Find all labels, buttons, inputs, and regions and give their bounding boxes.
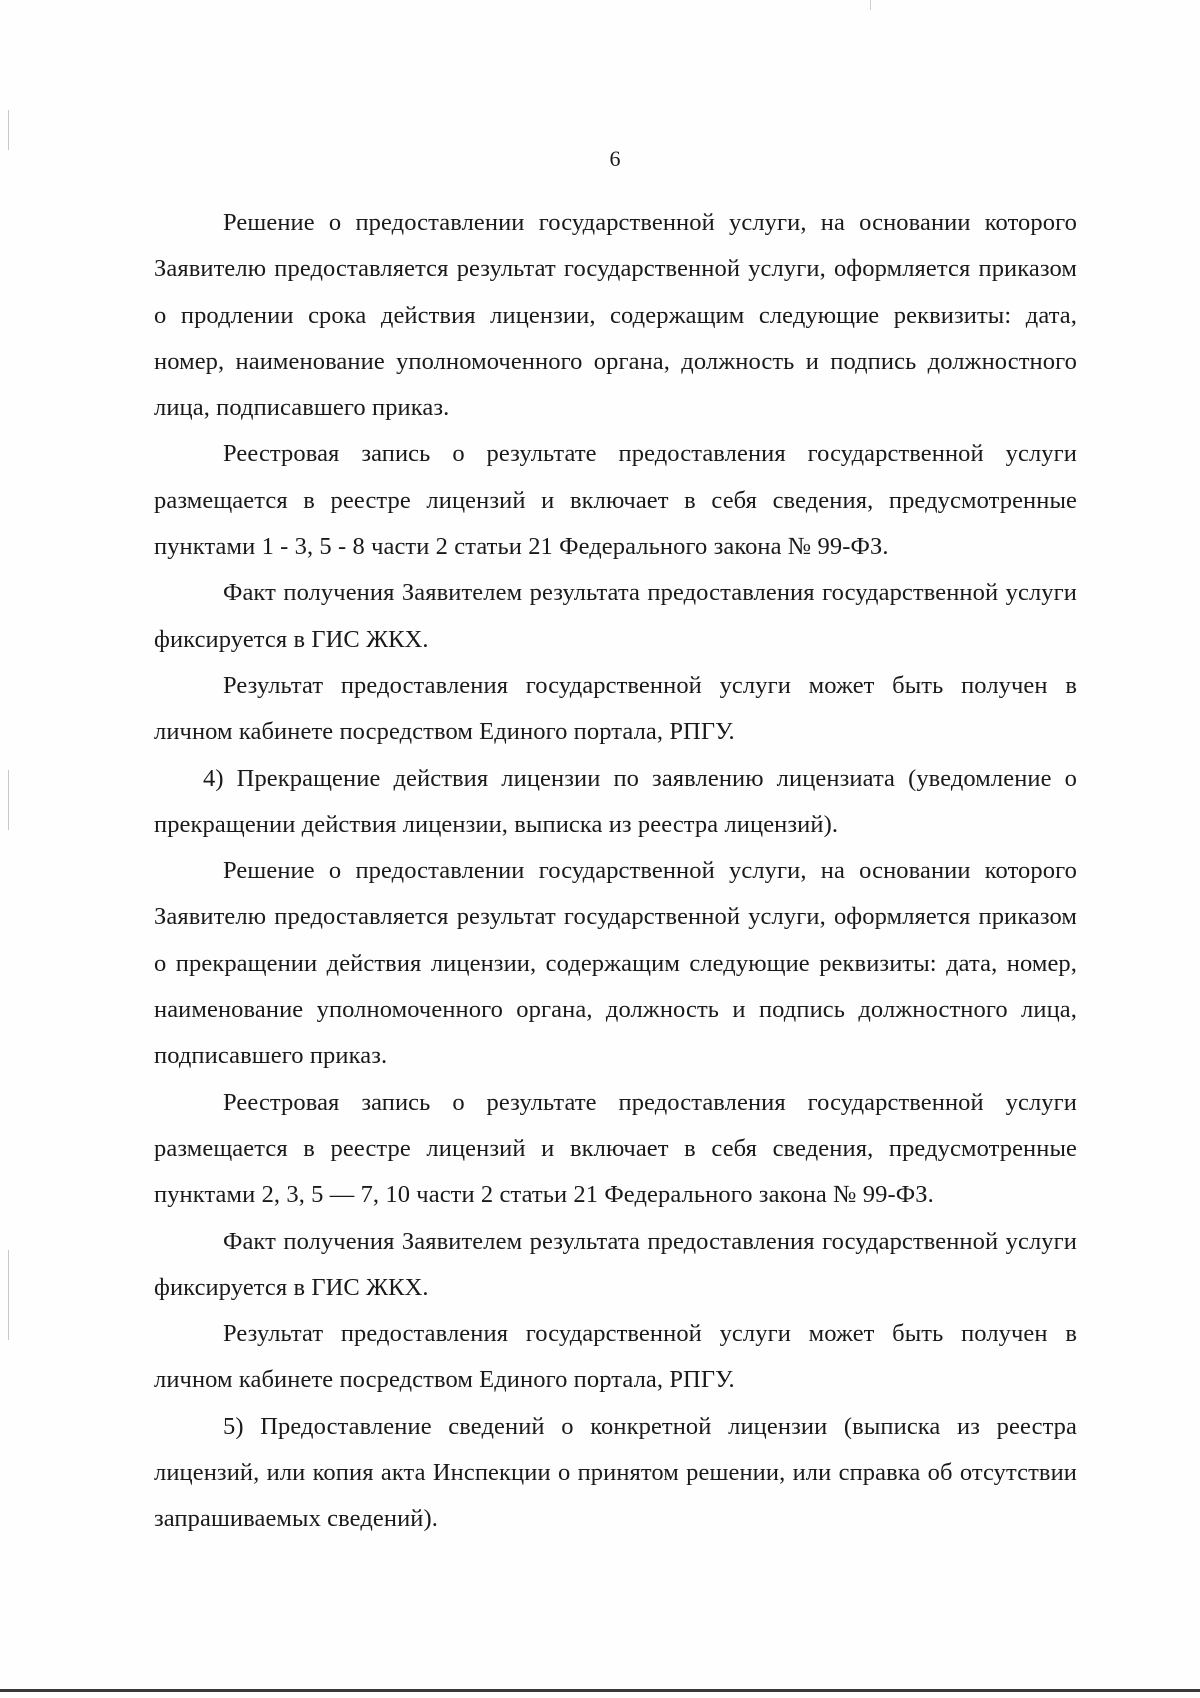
paragraph: Результат предоставления государственной услуги может быть получен в личном кабинете посредством Единого портала, РПГУ. bbox=[154, 1320, 1077, 1394]
paragraph: Результат предоставления государственной услуги может быть получен в личном кабинете посредством Единого портала, РПГУ. bbox=[154, 671, 1077, 746]
paragraph: Реестровая запись о результате предоставления государственной услуги размещается в реестре лицензий и включает в себя сведения, предусмотренные пунктами 1 - 3, 5 - 8 части 2 статьи 21 Федерального закона № 99-ФЗ. bbox=[154, 440, 1077, 561]
paragraph: Решение о предоставлении государственной услуги, на основании которого Заявителю предоставляется результат государственной услуги, оформляется приказом о прекращении действия лицензии, содержащим следующие реквизиты: дата, номер, наименование уполномоченного органа, должность и подпись должностного лица, подписавшего приказ. bbox=[154, 857, 1077, 1070]
list-item-paragraph: 4) Прекращение действия лицензии по заявлению лицензиата (уведомление о прекращении действия лицензии, выписка из реестра лицензий). bbox=[154, 764, 1077, 838]
list-item-paragraph: 5) Предоставление сведений о конкретной лицензии (выписка из реестра лицензий, или копия акта Инспекции о принятом решении, или справка об отсутствии запрашиваемых сведений). bbox=[154, 1412, 1077, 1533]
scan-edge-mark bbox=[8, 770, 9, 830]
scan-edge-mark bbox=[8, 1250, 9, 1340]
scan-mark bbox=[870, 0, 871, 10]
paragraph: Факт получения Заявителем результата предоставления государственной услуги фиксируется в ГИС ЖКХ. bbox=[154, 1227, 1077, 1301]
body-text bbox=[154, 200, 1077, 1543]
paragraph: Решение о предоставлении государственной услуги, на основании которого Заявителю предоставляется результат государственной услуги, оформляется приказом о продлении срока действия лицензии, содержащим следующие реквизиты: дата, номер, наименование уполномоченного органа, должность и подпись должностного лица, подписавшего приказ. bbox=[154, 209, 1077, 422]
scan-bottom-edge bbox=[0, 1689, 1200, 1692]
page-number: 6 bbox=[609, 146, 621, 171]
scan-edge-mark bbox=[8, 110, 9, 150]
paragraph: Факт получения Заявителем результата предоставления государственной услуги фиксируется в ГИС ЖКХ. bbox=[154, 579, 1077, 653]
paragraph: Реестровая запись о результате предоставления государственной услуги размещается в реестре лицензий и включает в себя сведения, предусмотренные пунктами 2, 3, 5 — 7, 10 части 2 статьи 21 Федерального закона № 99-ФЗ. bbox=[154, 1088, 1077, 1209]
